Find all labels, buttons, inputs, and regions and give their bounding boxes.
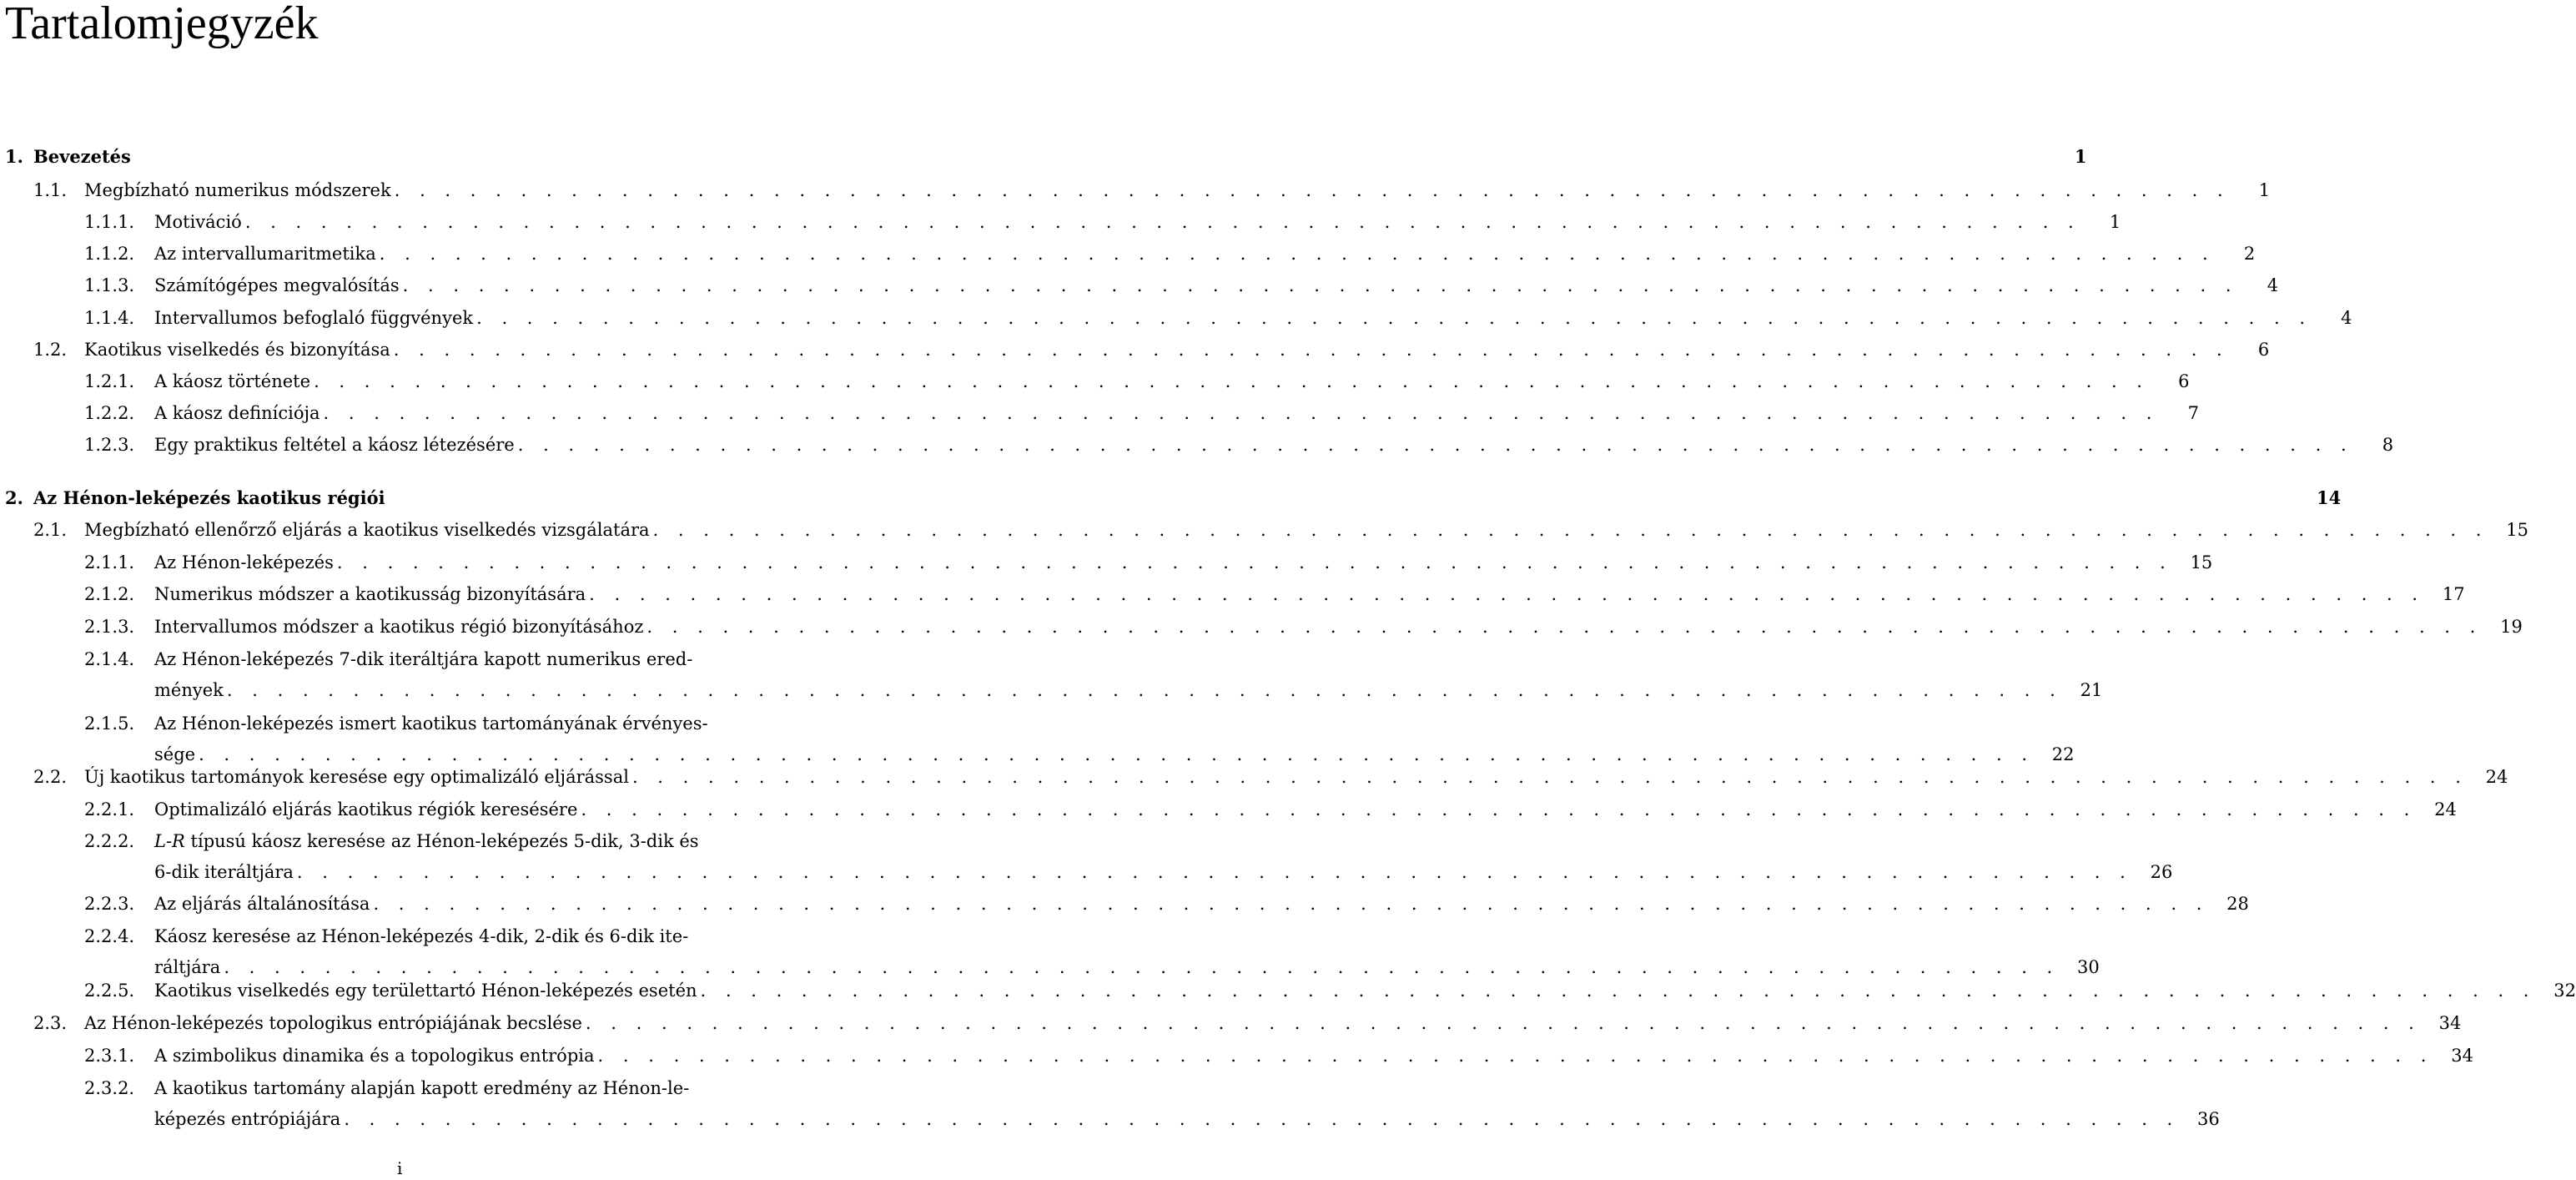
toc-number: 1.2. <box>33 340 68 360</box>
dot-leader: . . . . . . . . . . . . . . . . . . . . . . . . . . . . . . . . . . . . . . . . . . . . . . . . . . . . . . . . . . . . . . . . . . . . . . . . . <box>597 1046 2433 1066</box>
toc-title: Az Hénon-leképezés ismert kaotikus tartományának érvényes- <box>154 714 708 734</box>
toc-number: 2.3.1. <box>84 1046 135 1066</box>
toc-title: Intervallumos módszer a kaotikus régió bizonyításához <box>154 617 644 637</box>
toc-number: 2.1. <box>33 520 68 540</box>
toc-title: Optimalizáló eljárás kaotikus régiók keresésére <box>154 799 578 819</box>
toc-title: Egy praktikus feltétel a káosz létezésére <box>154 435 515 455</box>
toc-title: típusú káosz keresése az Hénon-leképezés 5-dik, 3-dik és <box>184 831 699 851</box>
toc-title-continuation: képezés entrópiájára <box>154 1109 341 1129</box>
toc-page-number: 26 <box>2150 862 2173 882</box>
toc-number: 1.1.4. <box>84 308 135 328</box>
dot-leader: . . . . . . . . . . . . . . . . . . . . . . . . . . . . . . . . . . . . . . . . . . . . . . . . . . . . . . . . . . . . . . . . . . . . . . . . . <box>585 1013 2422 1033</box>
toc-page-number: 24 <box>2485 767 2508 787</box>
toc-page-number: 6 <box>2178 371 2190 391</box>
toc-title: Az Hénon-leképezés 7-dik iteráltjára kapott numerikus ered- <box>154 649 693 669</box>
dot-leader: . . . . . . . . . . . . . . . . . . . . . . . . . . . . . . . . . . . . . . . . . . . . . . . . . . . . . . . . . . . . . . . . . . . . . . . . . <box>373 894 2209 914</box>
dot-leader: . . . . . . . . . . . . . . . . . . . . . . . . . . . . . . . . . . . . . . . . . . . . . . . . . . . . . . . . . . . . . . . . . . . . . . . . . <box>314 371 2150 391</box>
toc-title: Számítógépes megvalósítás <box>154 275 400 295</box>
toc-title: Az Hénon-leképezés <box>154 552 334 572</box>
toc-page-number: 7 <box>2187 403 2199 423</box>
toc-title: Megbízható numerikus módszerek <box>84 180 391 200</box>
toc-number: 1.2.3. <box>84 435 135 455</box>
toc-page-number: 15 <box>2506 520 2528 540</box>
toc-page-number: 30 <box>2077 957 2100 977</box>
toc-title: A káosz története <box>154 371 311 391</box>
page-title: Tartalomjegyzék <box>5 0 319 49</box>
dot-leader: . . . . . . . . . . . . . . . . . . . . . . . . . . . . . . . . . . . . . . . . . . . . . . . . . . . . . . . . . . . . . . . . . . . . . . . . . <box>244 212 2081 232</box>
toc-page-number: 2 <box>2243 244 2256 264</box>
toc-number: 2. <box>5 487 23 508</box>
toc-page-number: 1 <box>2109 212 2121 232</box>
dot-leader: . . . . . . . . . . . . . . . . . . . . . . . . . . . . . . . . . . . . . . . . . . . . . . . . . . . . . . . . . . . . . . . . . . . . . . . . . <box>393 340 2230 360</box>
toc-title: Megbízható ellenőrző eljárás a kaotikus viselkedés vizsgálatára <box>84 520 650 540</box>
dot-leader: . . . . . . . . . . . . . . . . . . . . . . . . . . . . . . . . . . . . . . . . . . . . . . . . . . . . . . . . . . . . . . . . . . . . . . . . . <box>226 680 2063 700</box>
toc-number: 2.2.2. <box>84 831 135 851</box>
toc-page-number: 32 <box>2553 981 2576 1001</box>
toc-page-number: 4 <box>2341 308 2352 328</box>
toc-page-number: 4 <box>2267 275 2279 295</box>
dot-leader: . . . . . . . . . . . . . . . . . . . . . . . . . . . . . . . . . . . . . . . . . . . . . . . . . . . . . . . . . . . . . . . . . . . . . . . . . <box>652 520 2488 540</box>
toc-page-number: 24 <box>2434 799 2457 819</box>
toc-number: 1.2.2. <box>84 403 135 423</box>
page-number: i <box>397 1158 403 1178</box>
toc-number: 1.2.1. <box>84 371 135 391</box>
toc-page-number: 34 <box>2438 1013 2462 1033</box>
toc-page-number: 14 <box>2316 487 2342 508</box>
dot-leader: . . . . . . . . . . . . . . . . . . . . . . . . . . . . . . . . . . . . . . . . . . . . . . . . . . . . . . . . . . . . . . . . . . . . . . . . . <box>394 180 2231 200</box>
toc-number: 1.1.1. <box>84 212 135 232</box>
toc-title: Az Hénon-leképezés topologikus entrópiájának becslése <box>84 1013 582 1033</box>
dot-leader: . . . . . . . . . . . . . . . . . . . . . . . . . . . . . . . . . . . . . . . . . . . . . . . . . . . . . . . . . . . . . . . . . . . . . . . . . <box>647 617 2483 637</box>
toc-title: Intervallumos befoglaló függvények <box>154 308 474 328</box>
toc-page-number: 6 <box>2257 340 2270 360</box>
toc-page-number: 8 <box>2382 435 2394 455</box>
toc-page-number: 21 <box>2080 680 2103 700</box>
toc-title: Numerikus módszer a kaotikusság bizonyítására <box>154 584 586 604</box>
dot-leader: . . . . . . . . . . . . . . . . . . . . . . . . . . . . . . . . . . . . . . . . . . . . . . . . . . . . . . . . . . . . . . . . . . . . . . . . . <box>199 744 2035 764</box>
toc-title: Az intervallumaritmetika <box>154 244 376 264</box>
dot-leader: . . . . . . . . . . . . . . . . . . . . . . . . . . . . . . . . . . . . . . . . . . . . . . . . . . . . . . . . . . . . . . . . . . . . . . . . . <box>581 799 2417 819</box>
dot-leader: . . . . . . . . . . . . . . . . . . . . . . . . . . . . . . . . . . . . . . . . . . . . . . . . . . . . . . . . . . . . . . . . . . . . . . . . . <box>323 403 2159 423</box>
toc-number: 2.3. <box>33 1013 68 1033</box>
dot-leader: . . . . . . . . . . . . . . . . . . . . . . . . . . . . . . . . . . . . . . . . . . . . . . . . . . . . . . . . . . . . . . . . . . . . . . . . . <box>344 1109 2180 1129</box>
toc-title: A káosz definíciója <box>154 403 320 423</box>
toc-title: Káosz keresése az Hénon-leképezés 4-dik, 2-dik és 6-dik ite- <box>154 926 689 946</box>
toc-title: A kaotikus tartomány alapján kapott eredmény az Hénon-le- <box>154 1078 690 1098</box>
toc-number: 2.1.4. <box>84 649 135 669</box>
toc-number: 2.2.4. <box>84 926 135 946</box>
dot-leader: . . . . . . . . . . . . . . . . . . . . . . . . . . . . . . . . . . . . . . . . . . . . . . . . . . . . . . . . . . . . . . . . . . . . . . . . . <box>631 767 2468 787</box>
dot-leader: . . . . . . . . . . . . . . . . . . . . . . . . . . . . . . . . . . . . . . . . . . . . . . . . . . . . . . . . . . . . . . . . . . . . . . . . . <box>402 275 2239 295</box>
toc-title: A szimbolikus dinamika és a topologikus entrópia <box>154 1046 595 1066</box>
toc-number: 2.2. <box>33 767 68 787</box>
toc-number: 2.3.2. <box>84 1078 135 1098</box>
dot-leader: . . . . . . . . . . . . . . . . . . . . . . . . . . . . . . . . . . . . . . . . . . . . . . . . . . . . . . . . . . . . . . . . . . . . . . . . . <box>517 435 2354 455</box>
toc-title-continuation: 6-dik iteráltjára <box>154 862 294 882</box>
toc-title-italic: L-R <box>154 831 185 851</box>
toc-number: 2.1.5. <box>84 714 135 734</box>
toc-title-continuation: ráltjára <box>154 957 221 977</box>
toc-number: 2.1.2. <box>84 584 135 604</box>
toc-page-number: 34 <box>2451 1046 2473 1066</box>
toc-title: Új kaotikus tartományok keresése egy optimalizáló eljárással <box>84 767 629 787</box>
toc-title: Bevezetés <box>33 146 131 167</box>
toc-title-continuation: sége <box>154 744 196 764</box>
toc-number: 2.2.1. <box>84 799 135 819</box>
toc-title-continuation: mények <box>154 680 224 700</box>
dot-leader: . . . . . . . . . . . . . . . . . . . . . . . . . . . . . . . . . . . . . . . . . . . . . . . . . . . . . . . . . . . . . . . . . . . . . . . . . <box>379 244 2216 264</box>
dot-leader: . . . . . . . . . . . . . . . . . . . . . . . . . . . . . . . . . . . . . . . . . . . . . . . . . . . . . . . . . . . . . . . . . . . . . . . . . <box>336 552 2173 572</box>
toc-page-number: 19 <box>2500 617 2523 637</box>
toc-number: 1.1.2. <box>84 244 135 264</box>
toc-title: Kaotikus viselkedés és bizonyítása <box>84 340 390 360</box>
toc-page-number: 17 <box>2442 584 2465 604</box>
toc-title: Motiváció <box>154 212 242 232</box>
toc-number: 1.1. <box>33 180 68 200</box>
toc-page-number: 15 <box>2190 552 2213 572</box>
toc-title: Kaotikus viselkedés egy területtartó Hénon-leképezés esetén <box>154 981 697 1001</box>
toc-number: 2.1.1. <box>84 552 135 572</box>
toc-page-number: 22 <box>2051 744 2075 764</box>
toc-page-number: 36 <box>2197 1109 2220 1129</box>
dot-leader: . . . . . . . . . . . . . . . . . . . . . . . . . . . . . . . . . . . . . . . . . . . . . . . . . . . . . . . . . . . . . . . . . . . . . . . . . <box>700 981 2536 1001</box>
toc-title: Az eljárás általánosítása <box>154 894 370 914</box>
dot-leader: . . . . . . . . . . . . . . . . . . . . . . . . . . . . . . . . . . . . . . . . . . . . . . . . . . . . . . . . . . . . . . . . . . . . . . . . . <box>589 584 2425 604</box>
toc-number: 2.2.5. <box>84 981 135 1001</box>
toc-number: 2.2.3. <box>84 894 135 914</box>
toc-number: 2.1.3. <box>84 617 135 637</box>
dot-leader: . . . . . . . . . . . . . . . . . . . . . . . . . . . . . . . . . . . . . . . . . . . . . . . . . . . . . . . . . . . . . . . . . . . . . . . . . <box>224 957 2060 977</box>
toc-page-number: 1 <box>2074 146 2087 167</box>
dot-leader: . . . . . . . . . . . . . . . . . . . . . . . . . . . . . . . . . . . . . . . . . . . . . . . . . . . . . . . . . . . . . . . . . . . . . . . . . <box>296 862 2133 882</box>
toc-page-number: 1 <box>2258 180 2271 200</box>
toc-title: Az Hénon-leképezés kaotikus régiói <box>33 487 385 508</box>
dot-leader: . . . . . . . . . . . . . . . . . . . . . . . . . . . . . . . . . . . . . . . . . . . . . . . . . . . . . . . . . . . . . . . . . . . . . . . . . <box>476 308 2312 328</box>
toc-number: 1. <box>5 146 23 167</box>
toc-number: 1.1.3. <box>84 275 135 295</box>
toc-page-number: 28 <box>2226 894 2249 914</box>
